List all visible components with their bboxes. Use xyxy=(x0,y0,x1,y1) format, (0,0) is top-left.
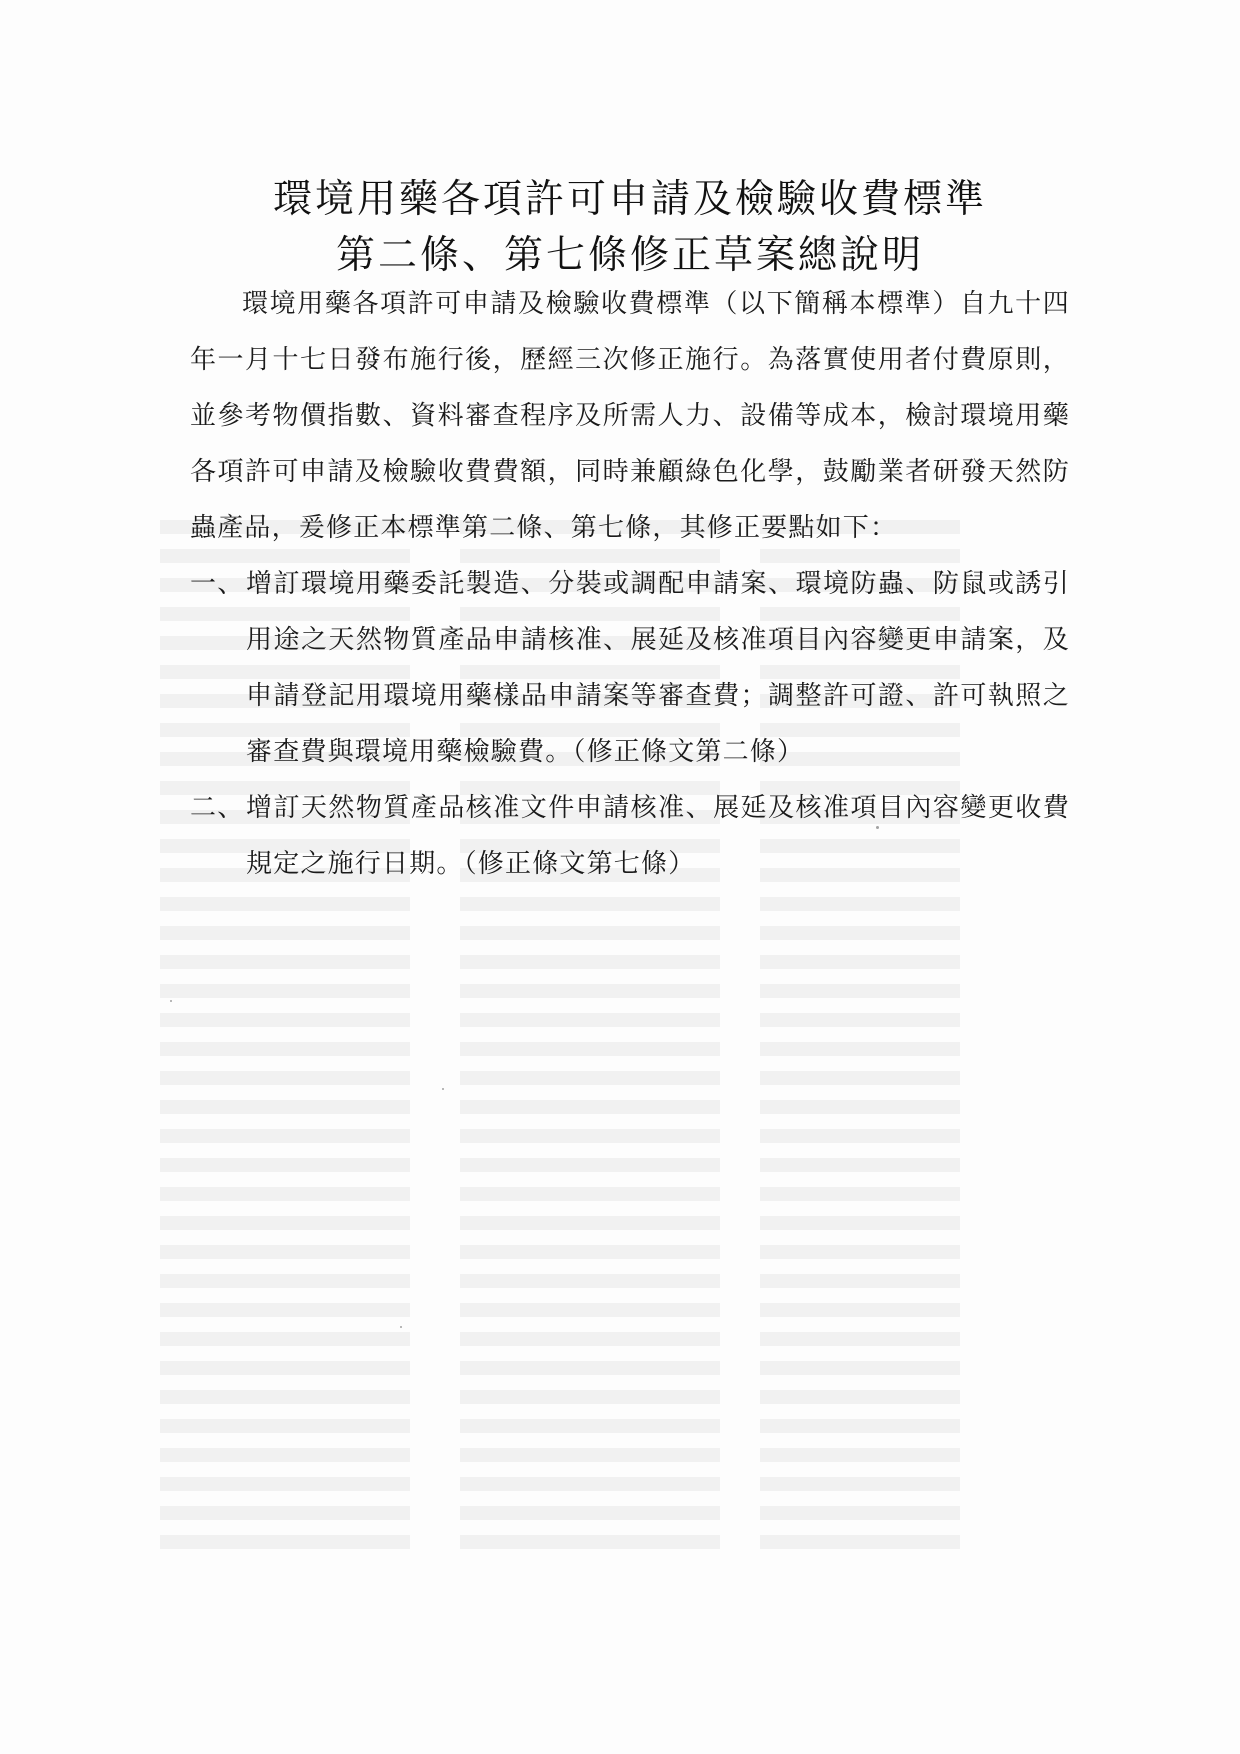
intro-paragraph: 環境用藥各項許可申請及檢驗收費標準（以下簡稱本標準）自九十四年一月十七日發布施行後，歷經三次修正施行。為落實使用者付費原則，並參考物價指數、資料審查程序及所需人力、設備等成本，檢討環境用藥各項許可申請及檢驗收費費額，同時兼顧綠色化學，鼓勵業者研發天然防蟲產品，爰修正本標準第二條、第七條，其修正要點如下： xyxy=(190,289,1070,543)
point-text: 增訂環境用藥委託製造、分裝或調配申請案、環境防蟲、防鼠或誘引用途之天然物質產品申請核准、展延及核准項目內容變更申請案，及申請登記用環境用藥樣品申請案等審查費；調整許可證、許可執照之審查費與環境用藥檢驗費。（修正條文第二條） xyxy=(246,569,1070,767)
point-number: 二、 xyxy=(190,793,245,823)
document-title xyxy=(190,172,1070,284)
scan-speck xyxy=(170,1000,172,1002)
amendment-point-1 xyxy=(190,556,1070,780)
scan-speck xyxy=(442,1088,444,1090)
title-line-2: 第二條、第七條修正草案總說明 xyxy=(335,233,924,278)
title-line-1: 環境用藥各項許可申請及檢驗收費標準 xyxy=(272,177,987,222)
point-number: 一、 xyxy=(190,569,245,599)
scan-speck xyxy=(400,1326,402,1328)
amendment-point-2 xyxy=(190,780,1070,892)
scan-speck xyxy=(876,826,879,829)
document-body xyxy=(190,276,1070,892)
point-text: 增訂天然物質產品核准文件申請核准、展延及核准項目內容變更收費規定之施行日期。（修正條文第七條） xyxy=(246,793,1070,879)
